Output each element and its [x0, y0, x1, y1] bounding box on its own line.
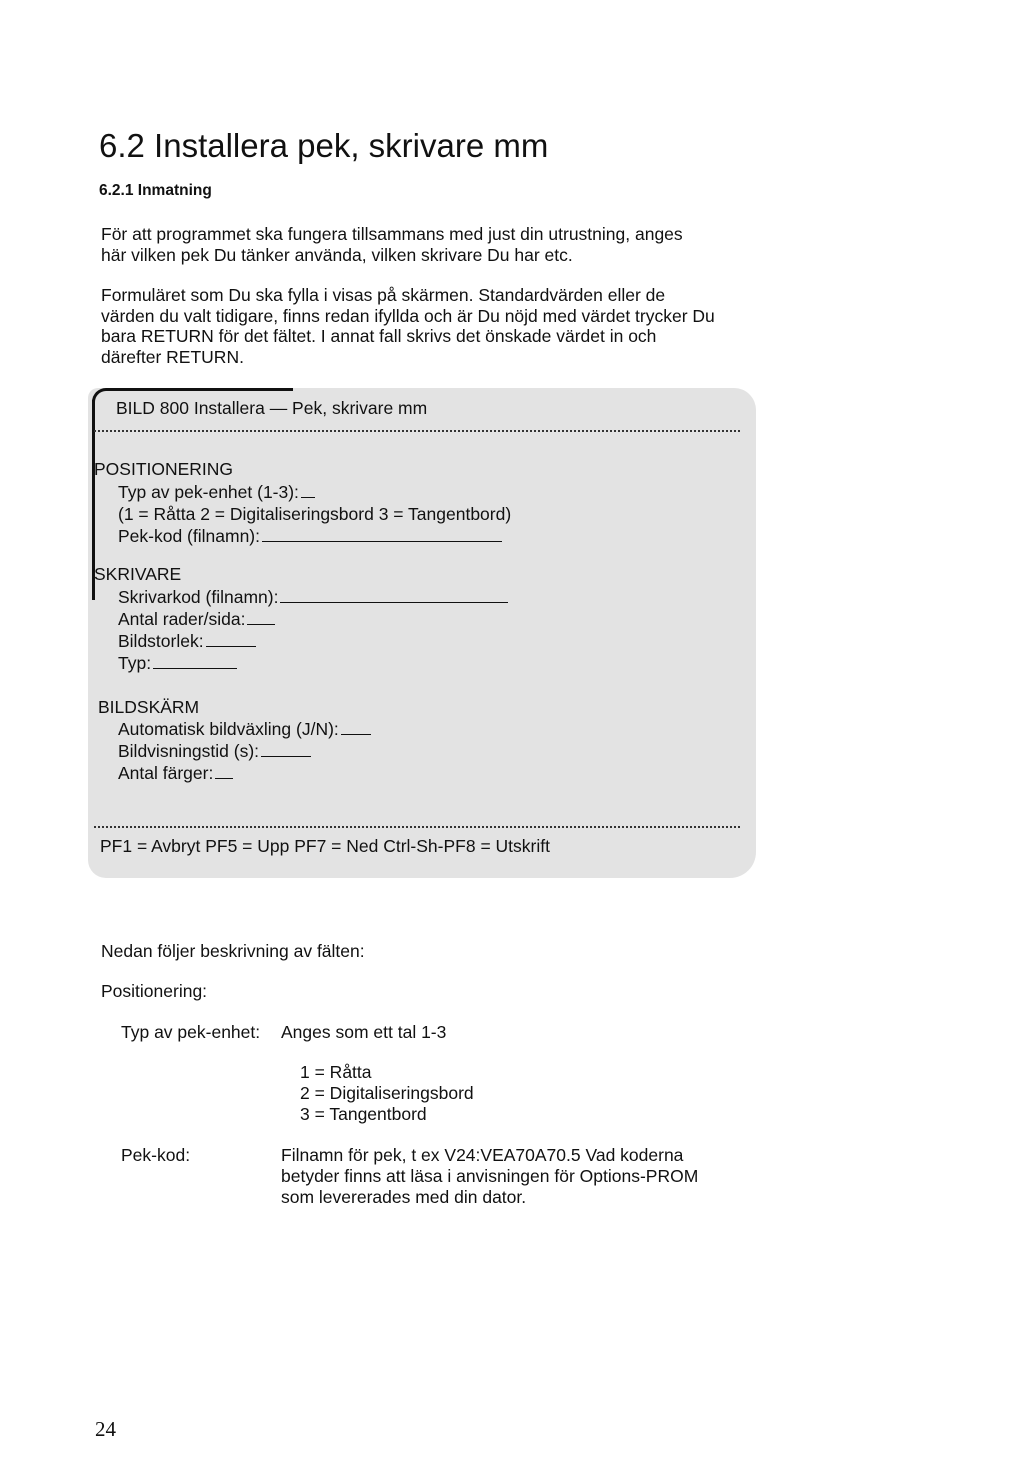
field-label: Automatisk bildväxling (J/N): [118, 719, 339, 739]
input-line [280, 586, 508, 603]
page-number: 24 [95, 1417, 116, 1441]
text-line: För att programmet ska fungera tillsammans med just din utrustning, anges [101, 224, 683, 244]
field-desc-type-option-1: 1 = Råtta [300, 1062, 372, 1082]
field-label: Bildstorlek: [118, 631, 204, 651]
field-label: Typ: [118, 653, 152, 673]
input-line [262, 525, 502, 542]
function-key-bar: PF1 = Avbryt PF5 = Upp PF7 = Ned Ctrl-Sh-PF8 = Utskrift [100, 836, 550, 856]
field-printer-code [118, 586, 508, 608]
fields-intro: Nedan följer beskrivning av fälten: [101, 941, 365, 961]
intro-paragraph-2 [101, 285, 791, 367]
field-label: Bildvisningstid (s): [118, 741, 260, 761]
field-desc-code-label: Pek-kod: [121, 1145, 191, 1165]
field-desc-code-line-2: betyder finns att läsa i anvisningen för Options-PROM [281, 1166, 699, 1186]
field-desc-code-line-1: Filnamn för pek, t ex V24:VEA70A70.5 Vad koderna [281, 1145, 684, 1165]
field-image-size [118, 630, 256, 652]
field-desc-type-label: Typ av pek-enhet: [121, 1022, 261, 1042]
text-line: här vilken pek Du tänker använda, vilken skrivare Du har etc. [101, 244, 573, 265]
text-line: därefter RETURN. [101, 346, 244, 367]
input-line [153, 652, 237, 669]
positioning-heading: POSITIONERING [94, 459, 234, 479]
text-line: Formuläret som Du ska fylla i visas på skärmen. Standardvärden eller de [101, 285, 666, 305]
field-display-time [118, 740, 311, 762]
input-line [206, 630, 256, 647]
field-desc-type-option-2: 2 = Digitaliseringsbord [300, 1083, 474, 1103]
field-desc-code-line-3: som levererades med din dator. [281, 1187, 527, 1207]
input-line [301, 481, 315, 498]
field-printer-type [118, 652, 237, 674]
field-color-count [118, 762, 233, 784]
field-pointer-type [118, 481, 315, 503]
field-auto-switch [118, 718, 371, 740]
field-rows-per-page [118, 608, 275, 630]
intro-paragraph-1 [101, 224, 791, 265]
screen-header: BILD 800 Installera — Pek, skrivare mm [116, 398, 428, 418]
screen-divider-top [94, 430, 740, 432]
field-label: Skrivarkod (filnamn): [118, 587, 279, 607]
pointer-type-options: (1 = Råtta 2 = Digitaliseringsbord 3 = Tangentbord) [118, 504, 512, 524]
section-title: 6.2 Installera pek, skrivare mm [99, 127, 549, 164]
field-label: Antal färger: [118, 763, 214, 783]
field-label: Antal rader/sida: [118, 609, 246, 629]
printer-heading: SKRIVARE [94, 564, 182, 584]
display-heading: BILDSKÄRM [98, 697, 200, 717]
text-line: värden du valt tidigare, finns redan ifyllda och är Du nöjd med värdet trycker Du [101, 305, 715, 326]
input-line [261, 740, 311, 757]
screen-divider-bottom [94, 826, 740, 828]
input-line [341, 718, 371, 735]
text-line: bara RETURN för det fältet. I annat fall skrivs det önskade värdet in och [101, 326, 657, 346]
field-label: Typ av pek-enhet (1-3): [118, 482, 299, 502]
field-pointer-code [118, 525, 502, 547]
input-line [247, 608, 275, 625]
field-desc-type-option-3: 3 = Tangentbord [300, 1104, 427, 1124]
subsection-title: 6.2.1 Inmatning [99, 182, 212, 199]
input-line [215, 762, 233, 779]
field-label: Pek-kod (filnamn): [118, 526, 260, 546]
fields-group-heading: Positionering: [101, 981, 208, 1001]
field-desc-type-text: Anges som ett tal 1-3 [281, 1022, 447, 1042]
